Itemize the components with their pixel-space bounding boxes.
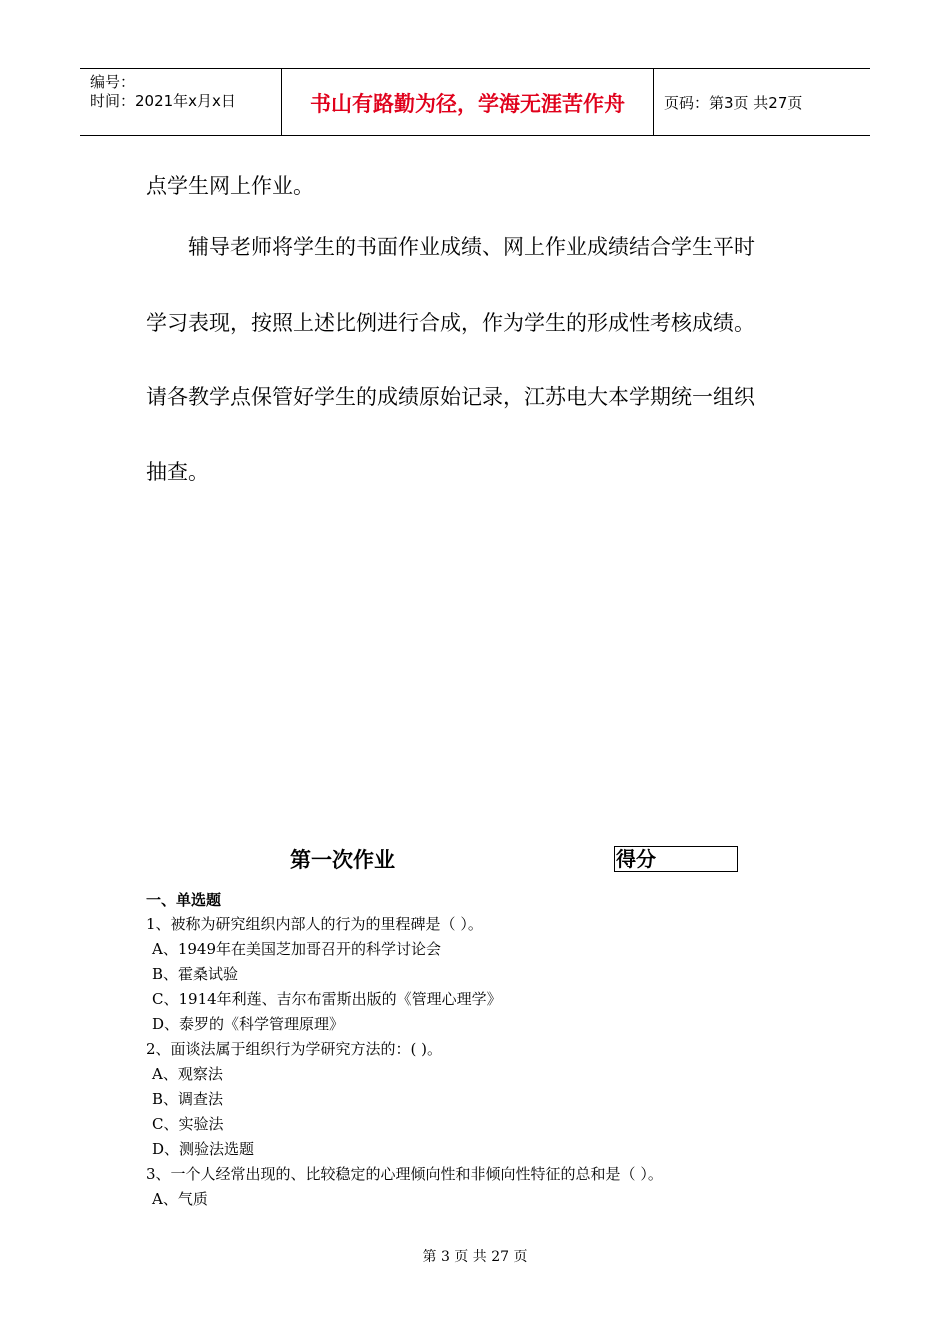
question-1-option-d: D、泰罗的《科学管理原理》 [152, 1015, 345, 1033]
question-2-option-c: C、实验法 [152, 1115, 224, 1133]
question-2-option-a: A、观察法 [152, 1065, 223, 1083]
question-2-option-d: D、测验法选题 [152, 1140, 255, 1158]
homework-title: 第一次作业 [290, 848, 395, 872]
question-1-option-c: C、1914年利莲、吉尔布雷斯出版的《管理心理学》 [152, 990, 502, 1008]
header-meta-cell [80, 69, 281, 135]
section-heading: 一、单选题 [146, 891, 222, 909]
header-page-cell [654, 69, 870, 135]
document-number-label: 编号： [90, 73, 136, 91]
question-1-option-b: B、霍桑试验 [152, 965, 239, 983]
header-motto: 书山有路勤为径，学海无涯苦作舟 [310, 92, 625, 116]
score-box [614, 846, 738, 872]
body-paragraph-line: 辅导老师将学生的书面作业成绩、网上作业成绩结合学生平时 [188, 235, 755, 259]
question-2: 2、面谈法属于组织行为学研究方法的：( )。 [146, 1040, 443, 1058]
question-2-option-b: B、调查法 [152, 1090, 224, 1108]
page-footer: 第 3 页 共 27 页 [422, 1249, 528, 1265]
score-label: 得分 [616, 847, 656, 871]
question-3-option-a: A、气质 [152, 1190, 208, 1208]
header-page-info: 页码：第3页 共27页 [664, 94, 803, 112]
document-date-label: 时间：2021年x月x日 [90, 92, 236, 110]
body-paragraph-line: 抽查。 [146, 460, 209, 484]
question-1: 1、被称为研究组织内部人的行为的里程碑是（ ）。 [146, 915, 483, 933]
body-paragraph-line: 点学生网上作业。 [146, 174, 314, 198]
body-paragraph-line: 请各教学点保管好学生的成绩原始记录，江苏电大本学期统一组织 [146, 385, 755, 409]
document-header [80, 68, 870, 136]
header-motto-cell [281, 69, 654, 135]
question-1-option-a: A、1949年在美国芝加哥召开的科学讨论会 [152, 940, 442, 958]
question-3: 3、一个人经常出现的、比较稳定的心理倾向性和非倾向性特征的总和是（ ）。 [146, 1165, 663, 1183]
body-paragraph-line: 学习表现，按照上述比例进行合成，作为学生的形成性考核成绩。 [146, 311, 755, 335]
